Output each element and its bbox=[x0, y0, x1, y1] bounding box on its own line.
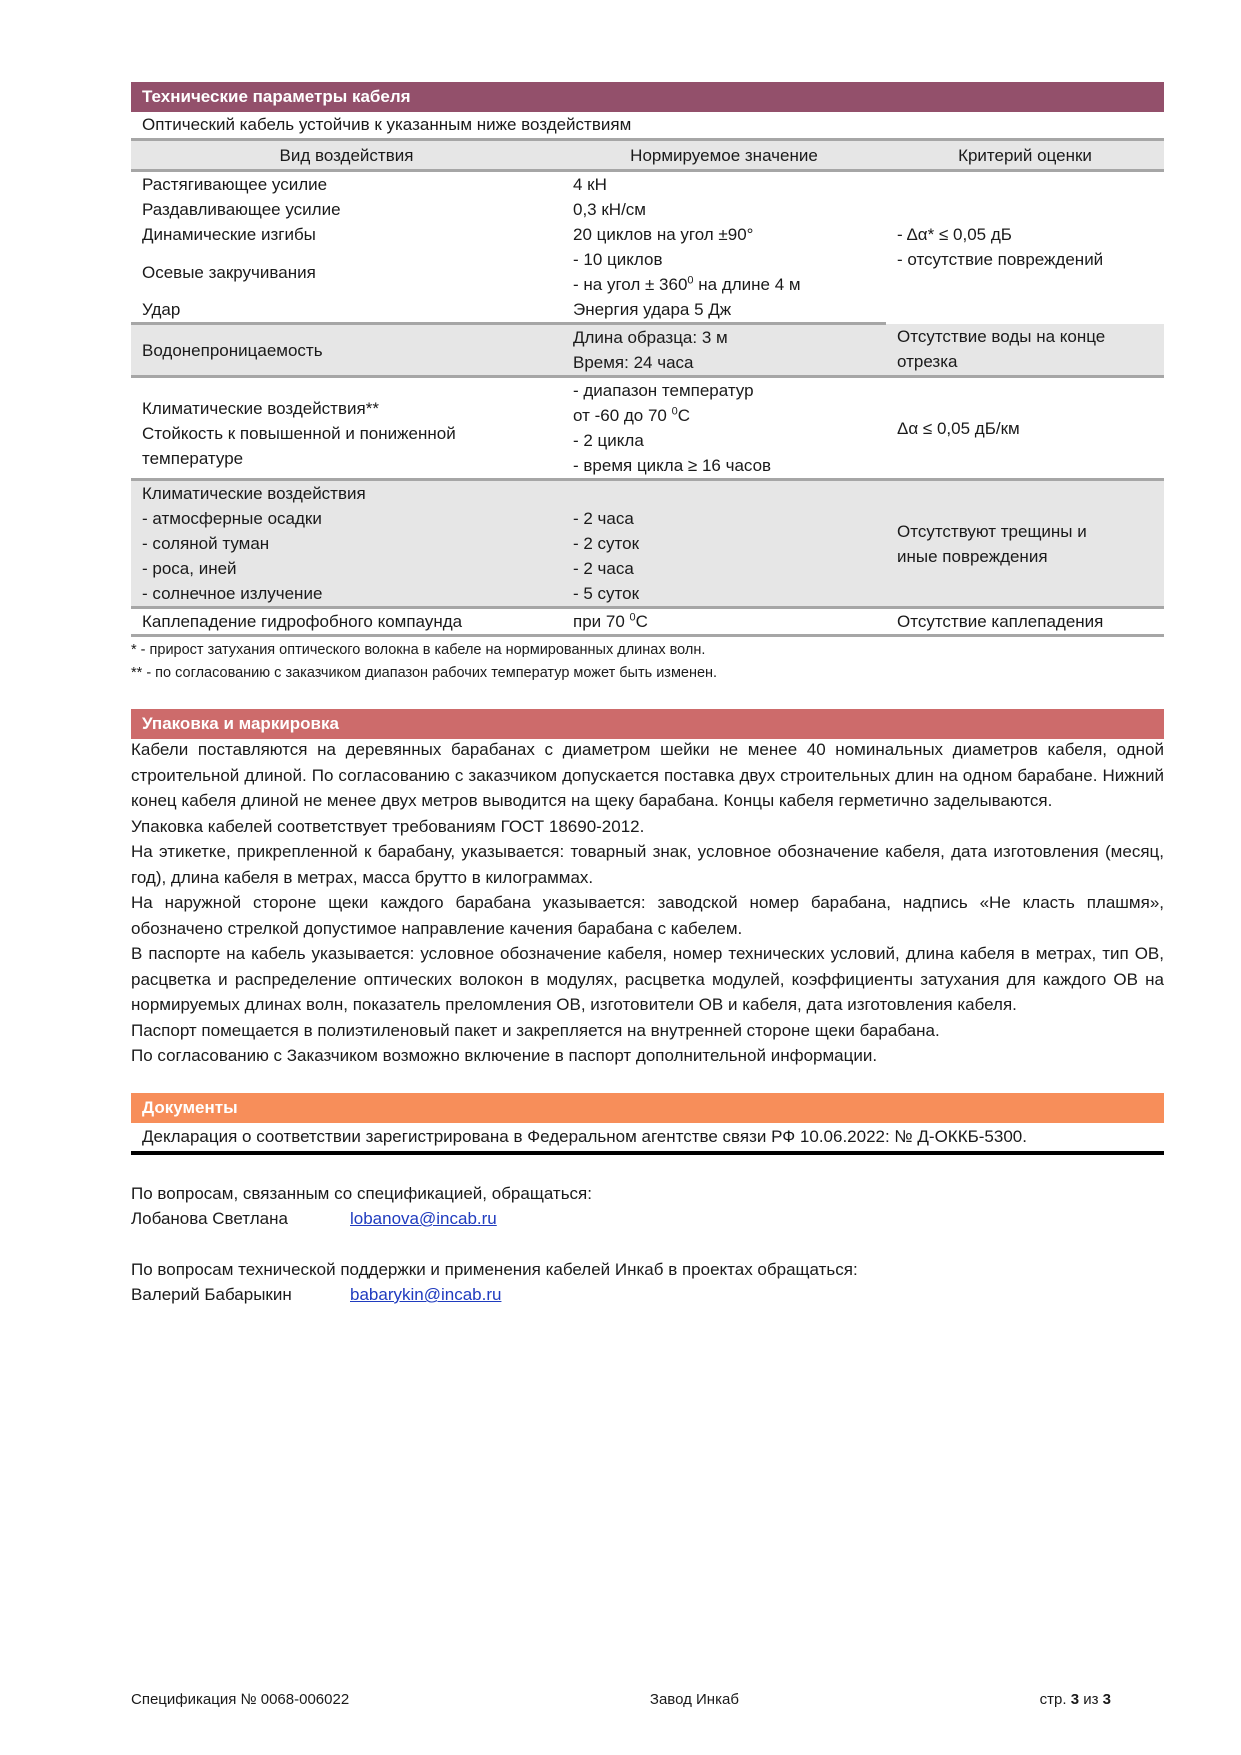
value-cell: - 2 часа - 2 суток - 2 часа - 5 суток bbox=[562, 480, 886, 608]
paragraph: Кабели поставляются на деревянных барабанах с диаметром шейки не менее 40 номинальных диаметров кабеля, одной строительной длиной. По согласованию с заказчиком допускается поставка двух строительных длин на одном барабане. Нижний конец кабеля длиной не менее двух метров выводится на щеку барабана. Концы кабеля герметично заделываются. bbox=[131, 740, 1164, 810]
criterion-cell: Δα ≤ 0,05 дБ/км bbox=[886, 377, 1164, 480]
section-title-packing: Упаковка и маркировка bbox=[131, 709, 1164, 739]
value-cell: Энергия удара 5 Дж bbox=[562, 297, 886, 324]
value-cell: при 70 $^0$С bbox=[562, 608, 886, 636]
table-row bbox=[131, 377, 1164, 480]
page-footer bbox=[131, 1691, 1111, 1708]
paragraph: По согласованию с Заказчиком возможно включение в паспорт дополнительной информации. bbox=[131, 1046, 878, 1065]
company-name: Завод Инкаб bbox=[649, 1691, 739, 1708]
header-impact: Вид воздействия bbox=[131, 141, 562, 171]
impact-cell: Осевые закручивания bbox=[142, 262, 316, 282]
table-row bbox=[131, 171, 1164, 198]
support-contact-intro: По вопросам технической поддержки и применения кабелей Инкаб в проектах обращаться: bbox=[131, 1259, 858, 1279]
criterion-cell: Отсутствуют трещины и иные повреждения bbox=[886, 480, 1164, 608]
page-number: стр. 3 из 3 bbox=[1039, 1691, 1111, 1708]
header-criterion: Критерий оценки bbox=[886, 141, 1164, 171]
contact-email-link[interactable]: lobanova@incab.ru bbox=[350, 1209, 497, 1228]
tech-params-table bbox=[131, 141, 1164, 637]
value-cell: - диапазон температур от -60 до 70 $^0$С - 2 цикла - время цикла ≥ 16 часов bbox=[562, 377, 886, 480]
tech-lead: Оптический кабель устойчив к указанным ниже воздействиям bbox=[131, 112, 1164, 141]
spec-contact-intro: По вопросам, связанным со спецификацией, обращаться: bbox=[131, 1183, 592, 1203]
spec-contact bbox=[131, 1206, 1164, 1232]
value-cell: 0,3 кН/см bbox=[573, 200, 646, 219]
value-cell: - 10 циклов - на угол ± $360^0$ на длине 4 м bbox=[573, 250, 801, 294]
contact-email-link[interactable]: babarykin@incab.ru bbox=[350, 1285, 502, 1304]
paragraph: Паспорт помещается в полиэтиленовый пакет и закрепляется на внутренней стороне щеки барабана. bbox=[131, 1020, 940, 1040]
table-row bbox=[131, 608, 1164, 636]
table-row bbox=[131, 480, 1164, 608]
section-title-documents: Документы bbox=[131, 1093, 1164, 1123]
impact-cell: Климатические воздействия - атмосферные осадки - соляной туман - роса, иней - солнечное излучение bbox=[131, 480, 562, 608]
table-footnotes bbox=[131, 639, 1164, 685]
contacts-block bbox=[131, 1181, 1164, 1308]
impact-cell: Динамические изгибы bbox=[142, 225, 316, 244]
contact-name: Лобанова Светлана bbox=[131, 1209, 288, 1228]
header-value: Нормируемое значение bbox=[562, 141, 886, 171]
packing-body bbox=[131, 737, 1164, 1069]
value-cell: 4 кН bbox=[573, 175, 607, 194]
impact-cell: Растягивающее усилие bbox=[142, 175, 328, 194]
support-contact bbox=[131, 1282, 1164, 1308]
paragraph: В паспорте на кабель указывается: условное обозначение кабеля, номер технических условий, длина кабеля в метрах, тип ОВ, расцветка и распределение оптических волокон в модулях, расцветка модулей, коэффициенты затухания для каждого ОВ на нормируемых длинах волн, показатель преломления ОВ, изготовители ОВ и кабеля, дата изготовления кабеля. bbox=[131, 944, 1164, 1014]
impact-cell: Удар bbox=[131, 297, 562, 324]
criterion-cell: Отсутствие воды на конце отрезка bbox=[886, 324, 1164, 377]
document-page bbox=[131, 82, 1164, 1308]
impact-cell: Каплепадение гидрофобного компаунда bbox=[131, 608, 562, 636]
table-header-row bbox=[131, 141, 1164, 171]
table-row bbox=[131, 324, 1164, 377]
footnote: * - прирост затухания оптического волокна в кабеле на нормированных длинах волн. bbox=[131, 642, 706, 658]
impact-cell: Климатические воздействия** Стойкость к повышенной и пониженной температуре bbox=[131, 377, 562, 480]
paragraph: Упаковка кабелей соответствует требованиям ГОСТ 18690-2012. bbox=[131, 816, 645, 836]
value-cell: 20 циклов на угол ±90° bbox=[573, 225, 754, 244]
footnote: ** - по согласованию с заказчиком диапазон рабочих температур может быть изменен. bbox=[131, 665, 718, 681]
value-cell: Длина образца: 3 м Время: 24 часа bbox=[562, 324, 886, 377]
criterion-cell: - Δα* ≤ 0,05 дБ - отсутствие повреждений bbox=[897, 225, 1104, 269]
section-title-tech: Технические параметры кабеля bbox=[131, 82, 1164, 112]
criterion-cell: Отсутствие каплепадения bbox=[886, 608, 1164, 636]
impact-cell: Раздавливающее усилие bbox=[142, 200, 341, 219]
paragraph: На этикетке, прикрепленной к барабану, указывается: товарный знак, условное обозначение кабеля, дата изготовления (месяц, год), длина кабеля в метрах, масса брутто в килограммах. bbox=[131, 842, 1164, 887]
spec-number: Спецификация № 0068-006022 bbox=[131, 1691, 350, 1708]
paragraph: На наружной стороне щеки каждого барабана указывается: заводской номер барабана, надпись «Не класть плашмя», обозначено стрелкой допустимое направление качения барабана с кабелем. bbox=[131, 893, 1164, 938]
impact-cell: Водонепроницаемость bbox=[131, 324, 562, 377]
declaration-text: Декларация о соответствии зарегистрирована в Федеральном агентстве связи РФ 10.06.2022: № Д-ОККБ-5300. bbox=[131, 1123, 1164, 1155]
contact-name: Валерий Бабарыкин bbox=[131, 1285, 292, 1304]
